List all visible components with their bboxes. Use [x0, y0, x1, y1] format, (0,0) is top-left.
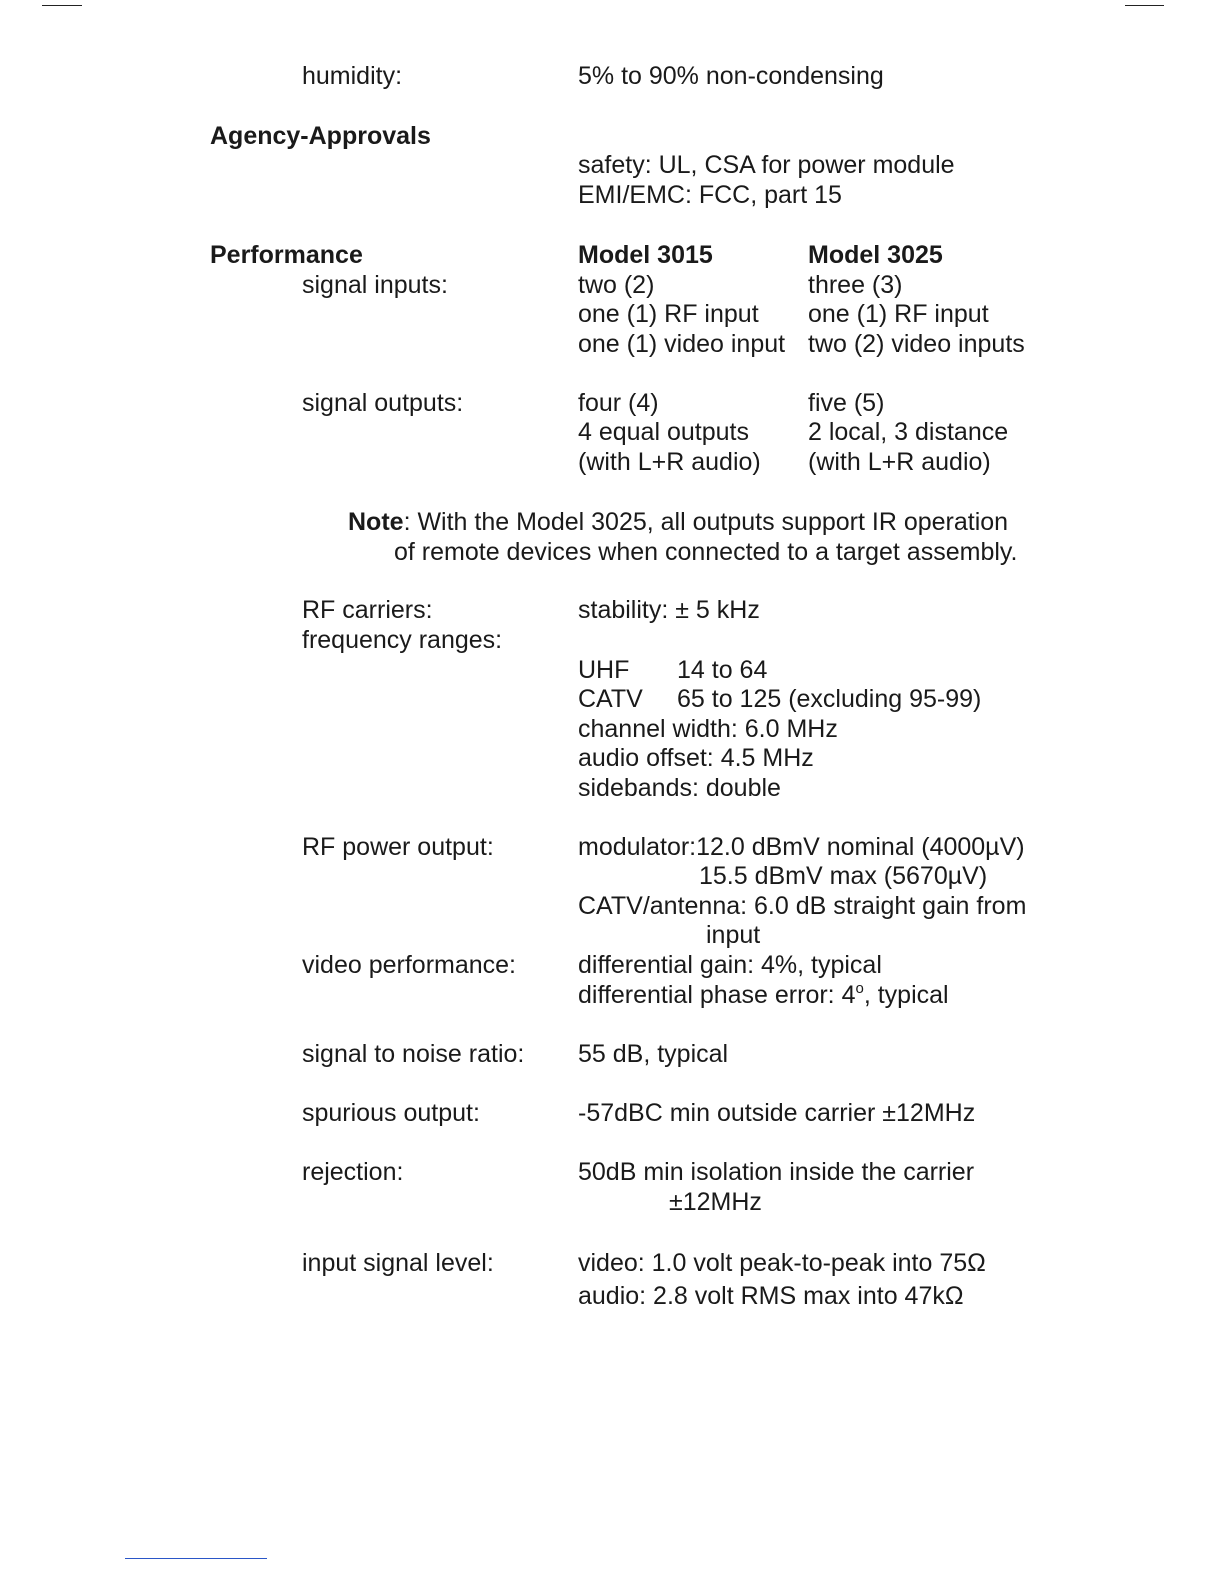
frequency-ranges-label: frequency ranges:: [302, 626, 503, 654]
inputs-3015-line2: one (1) RF input: [578, 300, 759, 328]
outputs-3025-line1: five (5): [808, 389, 885, 417]
humidity-value: 5% to 90% non-condensing: [578, 62, 884, 90]
agency-heading: Agency-Approvals: [210, 122, 431, 150]
model-3025-heading: Model 3025: [808, 241, 943, 269]
differential-gain: differential gain: 4%, typical: [578, 951, 882, 979]
outputs-3015-line2: 4 equal outputs: [578, 418, 749, 446]
spurious-value: -57dBC min outside carrier ±12MHz: [578, 1099, 976, 1127]
catv-name: CATV: [578, 685, 643, 713]
note-line1: [348, 508, 1008, 538]
rf-power-line4: input: [706, 921, 761, 949]
input-level-label: input signal level:: [302, 1249, 494, 1277]
top-left-rule: [42, 5, 82, 6]
signal-inputs-label: signal inputs:: [302, 271, 448, 299]
inputs-3025-line2: one (1) RF input: [808, 300, 989, 328]
spurious-label: spurious output:: [302, 1099, 480, 1127]
input-level-video: video: 1.0 volt peak-to-peak into 75Ω: [578, 1249, 986, 1277]
channel-width: channel width: 6.0 MHz: [578, 715, 838, 743]
differential-phase: [578, 981, 949, 1011]
video-performance-label: video performance:: [302, 951, 517, 979]
inputs-3015-line3: one (1) video input: [578, 330, 786, 358]
note-line2: of remote devices when connected to a target assembly.: [394, 538, 1018, 566]
outputs-3025-line3: (with L+R audio): [808, 448, 991, 476]
catv-range: 65 to 125 (excluding 95-99): [677, 685, 982, 713]
rf-power-line2: 15.5 dBmV max (5670µV): [699, 862, 988, 890]
model-3015-heading: Model 3015: [578, 241, 713, 269]
uhf-range: 14 to 64: [677, 656, 768, 684]
agency-safety: safety: UL, CSA for power module: [578, 151, 955, 179]
top-right-rule: [1125, 5, 1164, 6]
differential-phase-suffix: , typical: [863, 981, 949, 1009]
agency-emi: EMI/EMC: FCC, part 15: [578, 181, 842, 209]
rf-carriers-label: RF carriers:: [302, 596, 433, 624]
rf-power-label: RF power output:: [302, 833, 494, 861]
performance-heading: Performance: [210, 241, 363, 269]
rf-power-line3: CATV/antenna: 6.0 dB straight gain from: [578, 892, 1027, 920]
rejection-line1: 50dB min isolation inside the carrier: [578, 1158, 975, 1186]
rf-power-line1: modulator:12.0 dBmV nominal (4000µV): [578, 833, 1025, 861]
rejection-label: rejection:: [302, 1158, 404, 1186]
note-label: Note: [348, 508, 404, 536]
inputs-3015-line1: two (2): [578, 271, 655, 299]
note-text-1: : With the Model 3025, all outputs support IR operation: [403, 508, 1009, 536]
signal-outputs-label: signal outputs:: [302, 389, 464, 417]
degree-symbol: o: [855, 980, 864, 997]
audio-offset: audio offset: 4.5 MHz: [578, 744, 814, 772]
rejection-line2: ±12MHz: [669, 1188, 762, 1216]
outputs-3025-line2: 2 local, 3 distance: [808, 418, 1009, 446]
input-level-audio: audio: 2.8 volt RMS max into 47kΩ: [578, 1282, 964, 1310]
outputs-3015-line1: four (4): [578, 389, 659, 417]
outputs-3015-line3: (with L+R audio): [578, 448, 761, 476]
uhf-name: UHF: [578, 656, 630, 684]
rf-stability: stability: ± 5 kHz: [578, 596, 760, 624]
sidebands: sidebands: double: [578, 774, 781, 802]
humidity-label: humidity:: [302, 62, 403, 90]
differential-phase-text: differential phase error: 4: [578, 981, 856, 1009]
inputs-3025-line3: two (2) video inputs: [808, 330, 1025, 358]
bottom-link-rule: [125, 1558, 267, 1559]
snr-value: 55 dB, typical: [578, 1040, 729, 1068]
snr-label: signal to noise ratio:: [302, 1040, 525, 1068]
inputs-3025-line1: three (3): [808, 271, 903, 299]
